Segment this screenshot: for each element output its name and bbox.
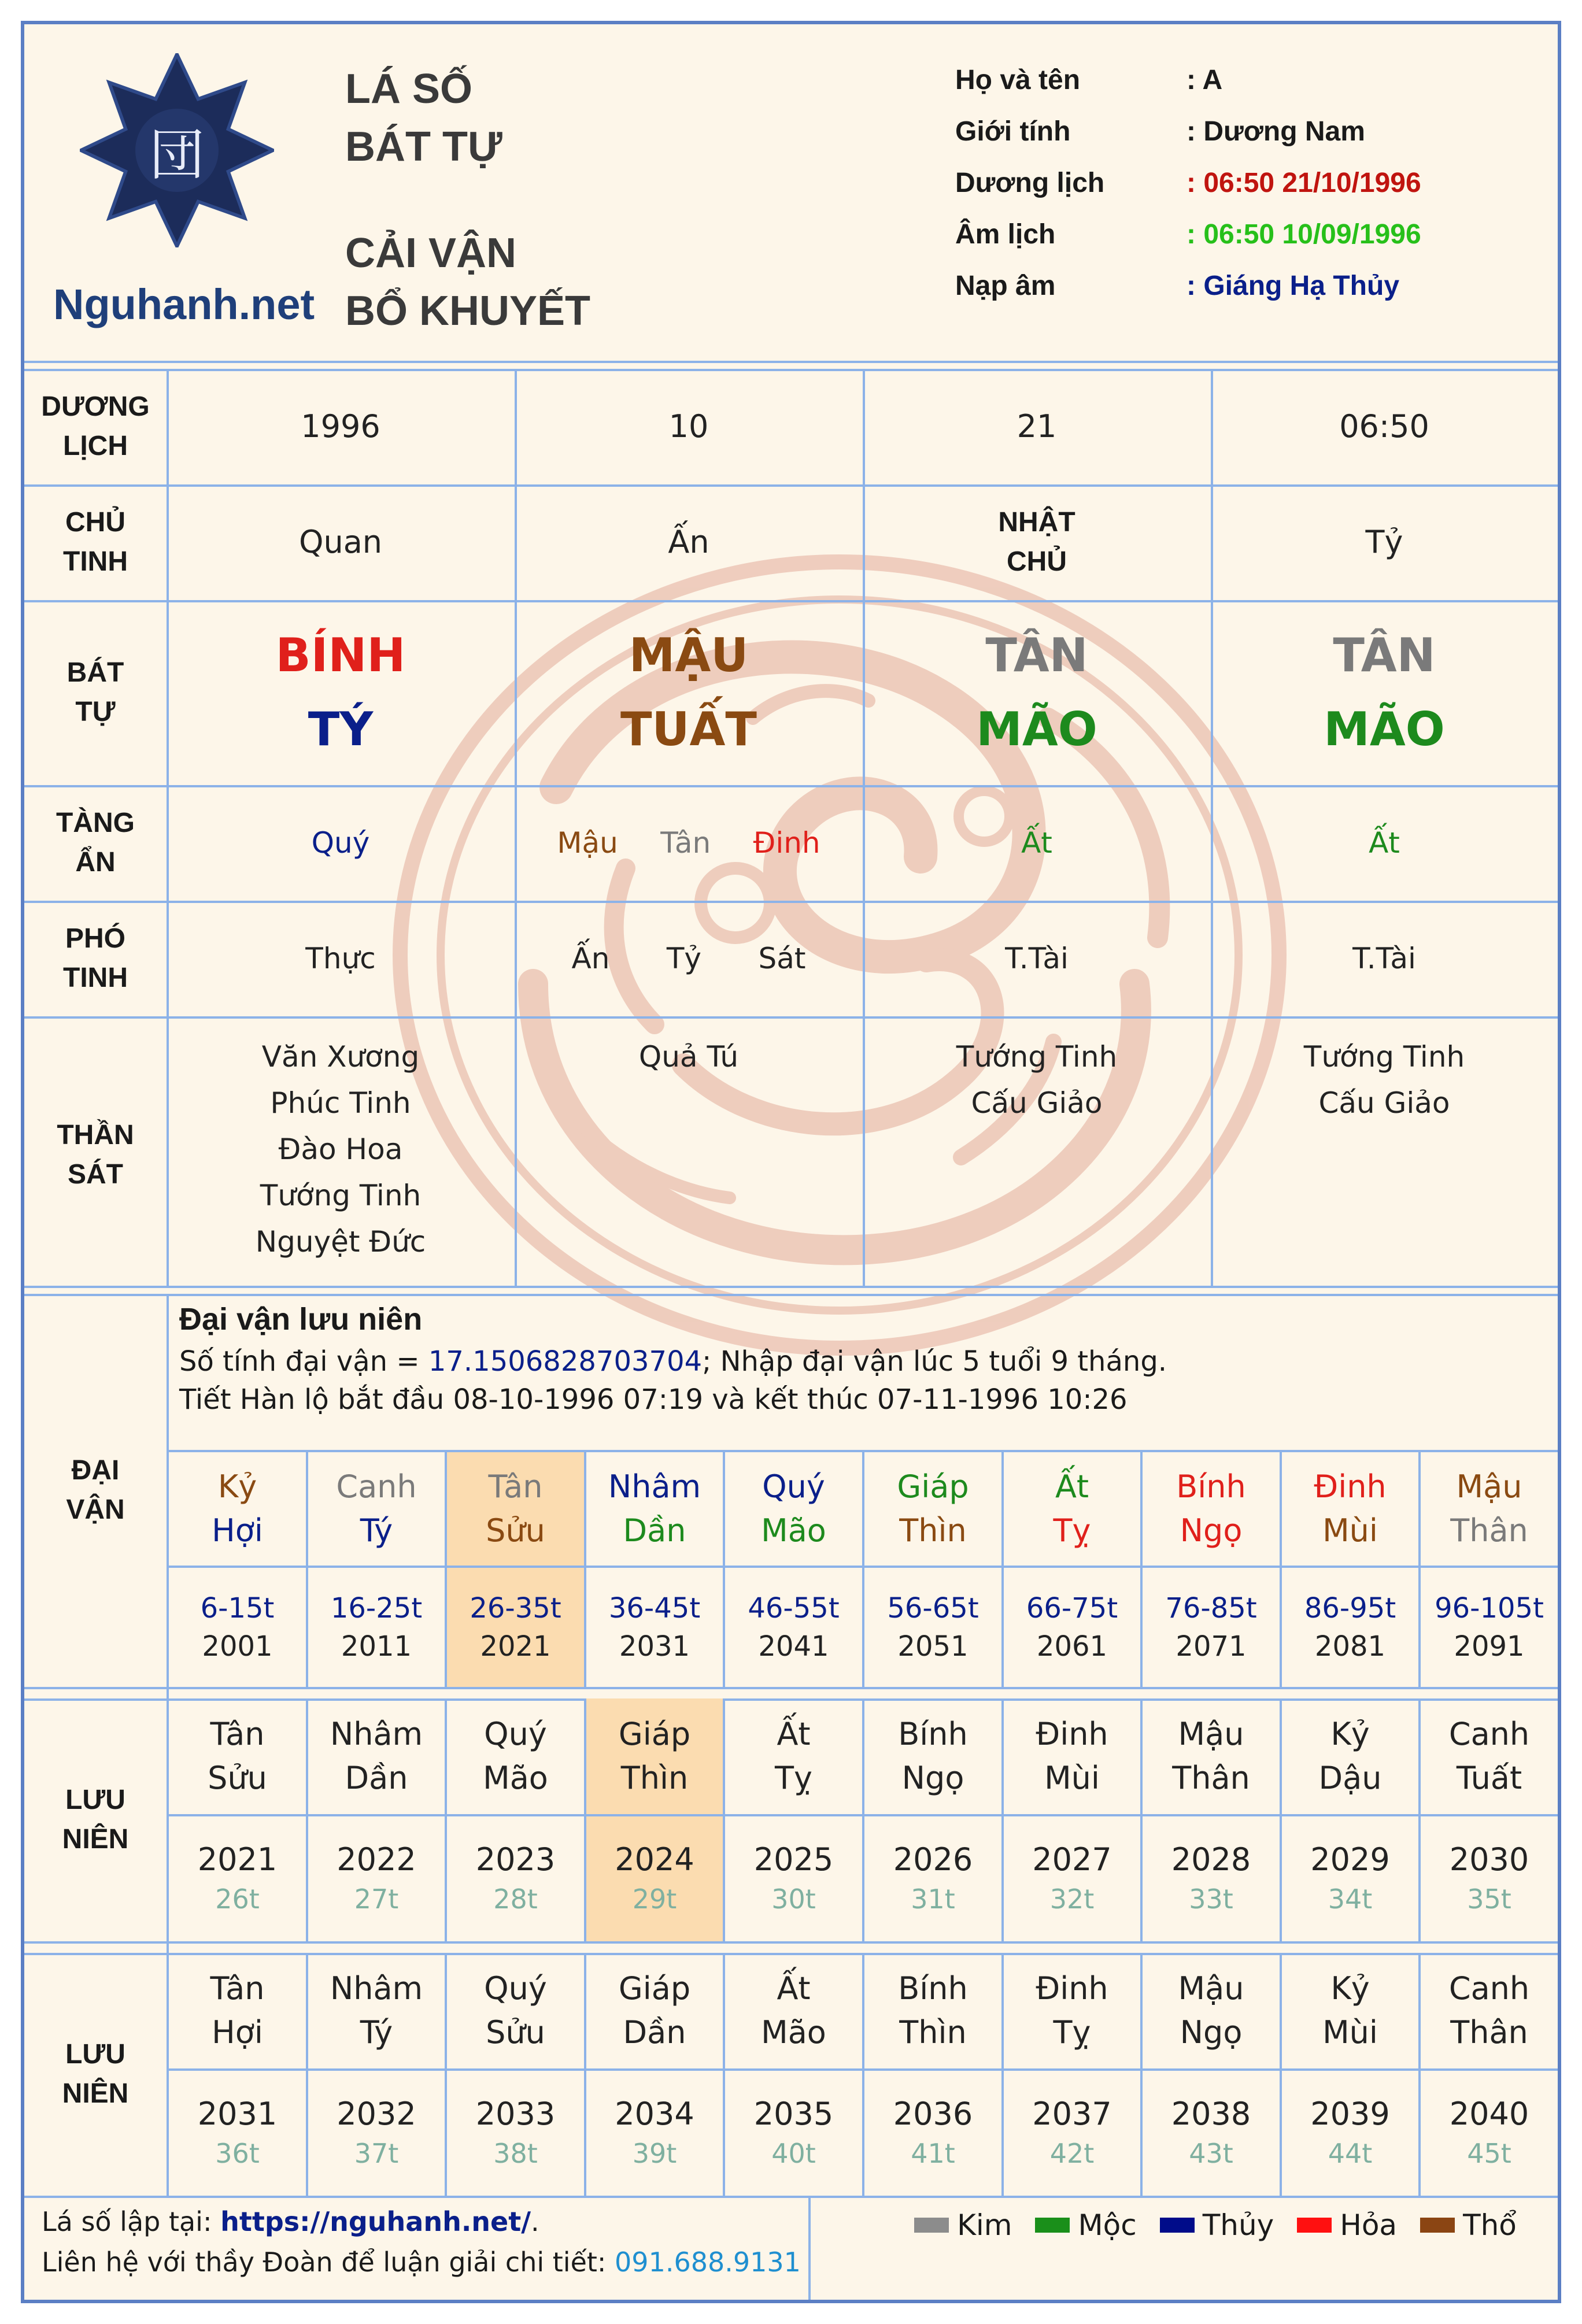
- luu-nien-age: 34t: [1328, 1883, 1373, 1915]
- luu-nien-age-cell: [725, 2071, 862, 2196]
- element-legend: [886, 2208, 1545, 2242]
- pho-tinh-value: Tỷ: [666, 942, 702, 975]
- luu-nien-year-cell[interactable]: [169, 1698, 306, 1814]
- luu-nien-age-cell: [1004, 2071, 1140, 2196]
- luu-nien-year: 2040: [1449, 2096, 1529, 2132]
- luu-nien-can: Kỷ: [1330, 1716, 1370, 1752]
- luu-nien-age: 27t: [354, 1883, 399, 1915]
- label-tang-an-line-2: ẨN: [75, 847, 116, 878]
- legend-label: Thủy: [1202, 2208, 1274, 2242]
- luu-nien-year: 2023: [475, 1841, 556, 1878]
- luu-nien-can: Quý: [484, 1716, 547, 1752]
- dai-van-ages: 56-65t: [887, 1592, 979, 1624]
- than-sat-value: Tướng Tinh: [260, 1179, 422, 1212]
- dai-van-year: 2081: [1314, 1630, 1386, 1663]
- info-label: Họ và tên: [955, 65, 1081, 95]
- luu-nien-can: Bính: [898, 1970, 968, 2007]
- than-sat-value: Tướng Tinh: [1303, 1040, 1465, 1074]
- legend-label: Kim: [957, 2208, 1012, 2242]
- luu-nien-year-cell[interactable]: [1143, 1953, 1280, 2068]
- luu-nien-age: 41t: [911, 2138, 955, 2169]
- bat-tu-chi: MÃO: [976, 702, 1097, 756]
- pho-tinh-value: T.Tài: [1005, 942, 1069, 975]
- dai-van-chi: Thìn: [899, 1512, 967, 1549]
- luu-nien-year: 2028: [1171, 1841, 1251, 1878]
- luu-nien-year: 2033: [475, 2096, 556, 2132]
- than-sat-value: Tướng Tinh: [956, 1040, 1118, 1074]
- legend-swatch: [1035, 2218, 1070, 2233]
- label-dai-van-line-2: VẬN: [66, 1494, 125, 1525]
- dai-van-year: 2001: [202, 1630, 273, 1663]
- footer-link-suffix: .: [531, 2206, 539, 2237]
- than-sat-value: Đào Hoa: [278, 1133, 403, 1166]
- bat-tu-can: TÂN: [1333, 628, 1436, 682]
- chart-sheet: [21, 21, 1561, 2303]
- tang-an-value: Quý: [311, 826, 370, 860]
- info-label: Dương lịch: [955, 168, 1105, 198]
- dai-van-chi: Thân: [1450, 1512, 1528, 1549]
- title-line-2: BÁT TỰ: [345, 124, 502, 170]
- dai-van-year: 2071: [1176, 1630, 1247, 1663]
- dai-van-line1-suffix: ; Nhập đại vận lúc 5 tuổi 9 tháng.: [702, 1345, 1167, 1378]
- label-luu-nien-2-line-1: LƯU: [65, 2039, 125, 2070]
- dai-van-number: 17.1506828703704: [428, 1345, 703, 1378]
- label-luu-nien-1-line-1: LƯU: [65, 1785, 125, 1815]
- dai-van-year: 2011: [341, 1630, 412, 1663]
- dai-van-heading: Đại vận lưu niên: [179, 1302, 423, 1337]
- footer-contact-line: [42, 2242, 816, 2282]
- label-luu-nien-1-line-2: NIÊN: [62, 1824, 129, 1855]
- luu-nien-age: 39t: [632, 2138, 677, 2169]
- pho-tinh-value: Ấn: [571, 942, 610, 975]
- luu-nien-chi: Mão: [761, 2014, 826, 2051]
- info-value: : A: [1186, 65, 1223, 95]
- legend-swatch: [1297, 2218, 1332, 2233]
- luu-nien-year-cell[interactable]: [169, 1953, 306, 2068]
- than-sat-value: Cấu Giảo: [1318, 1086, 1450, 1120]
- luu-nien-chi: Thìn: [620, 1760, 689, 1796]
- dai-van-ages: 46-55t: [748, 1592, 840, 1624]
- luu-nien-age-cell: [586, 2071, 723, 2196]
- dai-van-year: 2051: [897, 1630, 969, 1663]
- label-than-sat-line-1: THẦN: [57, 1120, 134, 1150]
- bat-tu-can: BÍNH: [275, 628, 406, 682]
- luu-nien-age-cell: [447, 2071, 584, 2196]
- info-value: : Dương Nam: [1186, 116, 1365, 147]
- luu-nien-age: 36t: [215, 2138, 260, 2169]
- luu-nien-year-cell[interactable]: [725, 1953, 862, 2068]
- logo-text[interactable]: Nguhanh.net: [53, 280, 315, 328]
- luu-nien-age: 43t: [1189, 2138, 1233, 2169]
- luu-nien-year: 2034: [615, 2096, 694, 2132]
- luu-nien-year-cell[interactable]: [1282, 1953, 1418, 2068]
- legend-label: Thổ: [1463, 2208, 1517, 2242]
- tang-an-value: Ất: [1021, 826, 1052, 860]
- luu-nien-year: 2027: [1032, 1841, 1112, 1878]
- luu-nien-age: 35t: [1467, 1883, 1511, 1915]
- bat-tu-chi: TUẤT: [620, 702, 757, 756]
- luu-nien-age: 31t: [911, 1883, 955, 1915]
- than-sat-value: Phúc Tinh: [270, 1086, 411, 1120]
- luu-nien-chi: Thìn: [899, 2014, 967, 2051]
- luu-nien-age-cell: [1421, 1816, 1558, 1941]
- tang-an-value: Mậu: [557, 826, 618, 860]
- pho-tinh-value: Sát: [758, 942, 806, 975]
- info-label: Âm lịch: [955, 219, 1056, 250]
- dai-van-chi: Mùi: [1322, 1512, 1378, 1549]
- bat-tu-chi: MÃO: [1324, 702, 1445, 756]
- luu-nien-chi: Dần: [345, 1760, 408, 1796]
- luu-nien-year-cell[interactable]: [1143, 1698, 1280, 1814]
- title-line-1: LÁ SỐ: [345, 66, 473, 112]
- luu-nien-can: Tân: [210, 1970, 265, 2007]
- label-duong-lich-line-2: LỊCH: [63, 431, 128, 461]
- luu-nien-chi: Mùi: [1322, 2014, 1378, 2051]
- chu-tinh-value: Quan: [298, 524, 383, 560]
- label-duong-lich-line-1: DƯƠNG: [41, 391, 150, 422]
- luu-nien-tables: [24, 24, 1558, 2300]
- label-tang-an-line-1: TÀNG: [56, 808, 135, 838]
- luu-nien-can: Quý: [484, 1970, 547, 2007]
- luu-nien-year: 2031: [197, 2096, 278, 2132]
- dai-van-ages: 26-35t: [470, 1592, 561, 1624]
- luu-nien-can: Canh: [1448, 1716, 1530, 1752]
- dai-van-year: 2041: [758, 1630, 829, 1663]
- tang-an-value: Đinh: [753, 826, 820, 860]
- luu-nien-age: 33t: [1189, 1883, 1233, 1915]
- luu-nien-year-cell[interactable]: [586, 1953, 723, 2068]
- label-than-sat-line-2: SÁT: [68, 1159, 123, 1190]
- dai-van-year: 2021: [480, 1630, 551, 1663]
- luu-nien-year-cell[interactable]: [864, 1953, 1001, 2068]
- luu-nien-can: Giáp: [618, 1970, 691, 2007]
- luu-nien-can: Mậu: [1178, 1970, 1244, 2007]
- luu-nien-can: Canh: [1448, 1970, 1530, 2007]
- legend-swatch: [914, 2218, 949, 2233]
- label-pho-tinh-line-1: PHÓ: [65, 923, 125, 954]
- luu-nien-can: Ất: [777, 1716, 811, 1752]
- dai-van-chi: Tỵ: [1053, 1512, 1091, 1549]
- luu-nien-can: Nhâm: [330, 1970, 423, 2007]
- luu-nien-age-cell: [864, 1816, 1001, 1941]
- footer-phone[interactable]: 091.688.9131: [615, 2247, 801, 2278]
- nhat-chu-label: NHẬT CHỦ: [998, 507, 1075, 577]
- luu-nien-year-cell[interactable]: [1004, 1698, 1140, 1814]
- luu-nien-can: Bính: [898, 1716, 968, 1752]
- info-value: : 06:50 10/09/1996: [1186, 219, 1421, 250]
- luu-nien-age-cell: [308, 1816, 445, 1941]
- label-pho-tinh-line-2: TINH: [63, 963, 128, 993]
- luu-nien-age: 30t: [771, 1883, 816, 1915]
- dai-van-can: Nhâm: [608, 1468, 701, 1505]
- dai-van-ages: 76-85t: [1165, 1592, 1257, 1624]
- luu-nien-year-cell[interactable]: [1004, 1953, 1140, 2068]
- luu-nien-age: 26t: [215, 1883, 260, 1915]
- dai-van-ages: 6-15t: [200, 1592, 275, 1624]
- dai-van-year: 2091: [1454, 1630, 1525, 1663]
- dai-van-can: Ất: [1055, 1468, 1089, 1505]
- luu-nien-year-cell[interactable]: [308, 1953, 445, 2068]
- title-line-4: BỔ KHUYẾT: [345, 288, 591, 334]
- luu-nien-year-cell[interactable]: [1282, 1698, 1418, 1814]
- dai-van-can: Kỷ: [217, 1468, 257, 1505]
- luu-nien-year: 2021: [197, 1841, 278, 1878]
- luu-nien-age: 32t: [1049, 1883, 1095, 1915]
- legend-swatch: [1160, 2218, 1195, 2233]
- footer-info: [42, 2201, 816, 2282]
- dai-van-ages: 66-75t: [1026, 1592, 1118, 1624]
- label-luu-nien-2-line-2: NIÊN: [62, 2078, 129, 2109]
- luu-nien-year-cell[interactable]: [725, 1698, 862, 1814]
- luu-nien-year: 2025: [753, 1841, 834, 1878]
- luu-nien-year-cell[interactable]: [864, 1698, 1001, 1814]
- dai-van-can: Mậu: [1456, 1468, 1522, 1505]
- label-chu-tinh-line-2: TINH: [63, 546, 128, 577]
- luu-nien-year-cell[interactable]: [447, 1953, 584, 2068]
- dai-van-chi: Tý: [360, 1512, 393, 1549]
- luu-nien-age-cell: [864, 2071, 1001, 2196]
- legend-item: [1035, 2208, 1136, 2242]
- luu-nien-year: 2024: [615, 1841, 694, 1878]
- luu-nien-age-cell: [1143, 1816, 1280, 1941]
- luu-nien-chi: Thân: [1450, 2014, 1528, 2051]
- luu-nien-age: 37t: [354, 2138, 399, 2169]
- pho-tinh-value: Thực: [305, 942, 376, 975]
- luu-nien-age: 42t: [1049, 2138, 1095, 2169]
- luu-nien-age-cell: [1004, 1816, 1140, 1941]
- luu-nien-age-cell: [1421, 2071, 1558, 2196]
- luu-nien-year: 2035: [753, 2096, 834, 2132]
- tang-an-value: Ất: [1369, 826, 1400, 860]
- legend-item: [1160, 2208, 1274, 2242]
- luu-nien-can: Ất: [777, 1970, 811, 2007]
- legend-item: [914, 2208, 1012, 2242]
- luu-nien-age: 38t: [493, 2138, 538, 2169]
- label-chu-tinh-line-1: CHỦ: [65, 507, 125, 538]
- pho-tinh-value: T.Tài: [1352, 942, 1416, 975]
- luu-nien-year: 2032: [337, 2096, 416, 2132]
- luu-nien-chi: Mão: [483, 1760, 548, 1796]
- dai-van-chi: Sửu: [486, 1512, 545, 1549]
- dai-van-can: Quý: [762, 1468, 825, 1505]
- logo-glyph: 団: [149, 122, 205, 187]
- dai-van-solar-term: Tiết Hàn lộ bắt đầu 08-10-1996 07:19 và kết thúc 07-11-1996 10:26: [179, 1383, 1128, 1416]
- legend-label: Hỏa: [1340, 2208, 1398, 2242]
- luu-nien-age-cell: [725, 1816, 862, 1941]
- luu-nien-chi: Ngọ: [901, 1760, 964, 1796]
- luu-nien-age-cell: [169, 1816, 306, 1941]
- than-sat-value: Nguyệt Đức: [255, 1225, 426, 1259]
- luu-nien-age: 45t: [1467, 2138, 1511, 2169]
- bat-tu-can: MẬU: [629, 628, 749, 682]
- luu-nien-year: 2030: [1449, 1841, 1529, 1878]
- luu-nien-can: Mậu: [1178, 1716, 1244, 1752]
- luu-nien-can: Đinh: [1036, 1716, 1108, 1752]
- than-sat-value: Cấu Giảo: [971, 1086, 1103, 1120]
- label-bat-tu-line-2: TỰ: [75, 697, 116, 727]
- dai-van-can: Đinh: [1314, 1468, 1387, 1505]
- luu-nien-year-cell[interactable]: [447, 1698, 584, 1814]
- info-value: : 06:50 21/10/1996: [1186, 168, 1421, 198]
- dai-van-year: 2061: [1036, 1630, 1108, 1663]
- luu-nien-chi: Ngọ: [1180, 2014, 1243, 2051]
- dai-van-line1-prefix: Số tính đại vận =: [179, 1345, 428, 1378]
- luu-nien-can: Tân: [210, 1716, 265, 1752]
- luu-nien-age-cell: [169, 2071, 306, 2196]
- luu-nien-age: 28t: [493, 1883, 538, 1915]
- luu-nien-chi: Mùi: [1044, 1760, 1100, 1796]
- luu-nien-chi: Sửu: [208, 1760, 267, 1796]
- luu-nien-age-cell: [586, 1816, 723, 1941]
- legend-item: [1297, 2208, 1397, 2242]
- footer-link-line: [42, 2201, 816, 2242]
- title-line-3: CẢI VẬN: [345, 230, 517, 276]
- chu-tinh-value: Tỷ: [1365, 524, 1403, 560]
- luu-nien-year-cell[interactable]: [1421, 1953, 1558, 2068]
- luu-nien-year: 2038: [1171, 2096, 1251, 2132]
- luu-nien-year: 2036: [893, 2096, 973, 2132]
- dai-van-chi: Hợi: [212, 1512, 263, 1549]
- legend-label: Mộc: [1078, 2208, 1137, 2242]
- duong-lich-value: 21: [1017, 408, 1057, 445]
- luu-nien-can: Nhâm: [330, 1716, 423, 1752]
- luu-nien-year: 2026: [893, 1841, 973, 1878]
- dai-van-can: Canh: [336, 1468, 417, 1505]
- luu-nien-year-cell[interactable]: [308, 1698, 445, 1814]
- luu-nien-chi: Hợi: [212, 2014, 263, 2051]
- than-sat-value: Văn Xương: [261, 1040, 420, 1074]
- luu-nien-chi: Thân: [1172, 1760, 1250, 1796]
- footer-link[interactable]: https://nguhanh.net/: [220, 2206, 531, 2237]
- dai-van-chi: Ngọ: [1180, 1512, 1243, 1549]
- luu-nien-age: 44t: [1328, 2138, 1373, 2169]
- legend-item: [1420, 2208, 1517, 2242]
- tang-an-value: Tân: [660, 826, 711, 860]
- luu-nien-year-cell[interactable]: [586, 1698, 723, 1814]
- footer-contact-prefix: Liên hệ với thầy Đoàn để luận giải chi tiết:: [42, 2247, 615, 2278]
- legend-swatch: [1420, 2218, 1455, 2233]
- luu-nien-age: 29t: [632, 1883, 677, 1915]
- dai-van-chi: Dần: [623, 1512, 686, 1549]
- luu-nien-age-cell: [1282, 1816, 1418, 1941]
- info-label: Giới tính: [955, 116, 1071, 147]
- luu-nien-chi: Sửu: [486, 2014, 545, 2051]
- dai-van-can: Tân: [488, 1468, 543, 1505]
- dai-van-ages: 86-95t: [1304, 1592, 1396, 1624]
- dai-van-chi: Mão: [761, 1512, 826, 1549]
- luu-nien-age: 40t: [771, 2138, 816, 2169]
- bat-tu-chi: TÝ: [308, 702, 374, 756]
- luu-nien-year: 2029: [1310, 1841, 1390, 1878]
- luu-nien-chi: Tý: [360, 2014, 393, 2051]
- info-label: Nạp âm: [955, 271, 1056, 301]
- luu-nien-chi: Dần: [623, 2014, 686, 2051]
- dai-van-ages: 16-25t: [330, 1592, 423, 1624]
- luu-nien-chi: Tỵ: [775, 1760, 812, 1796]
- luu-nien-age-cell: [308, 2071, 445, 2196]
- than-sat-value: Quả Tú: [638, 1040, 739, 1074]
- luu-nien-year: 2037: [1032, 2096, 1112, 2132]
- chu-tinh-value: Ấn: [668, 524, 709, 560]
- label-bat-tu-line-1: BÁT: [66, 657, 124, 688]
- luu-nien-can: Đinh: [1036, 1970, 1108, 2007]
- luu-nien-chi: Tuất: [1456, 1760, 1522, 1796]
- luu-nien-chi: Tỵ: [1053, 2014, 1091, 2051]
- dai-van-can: Giáp: [897, 1468, 969, 1505]
- luu-nien-year-cell[interactable]: [1421, 1698, 1558, 1814]
- luu-nien-year: 2039: [1310, 2096, 1390, 2132]
- info-value: : Giáng Hạ Thủy: [1186, 271, 1400, 301]
- luu-nien-year: 2022: [337, 1841, 416, 1878]
- luu-nien-age-cell: [447, 1816, 584, 1941]
- dai-van-ages: 96-105t: [1435, 1592, 1544, 1624]
- dai-van-year: 2031: [619, 1630, 690, 1663]
- luu-nien-chi: Dậu: [1318, 1760, 1382, 1796]
- luu-nien-can: Giáp: [618, 1716, 691, 1752]
- dai-van-ages: 36-45t: [608, 1592, 701, 1624]
- luu-nien-can: Kỷ: [1330, 1970, 1370, 2007]
- luu-nien-age-cell: [1143, 2071, 1280, 2196]
- dai-van-can: Bính: [1176, 1468, 1246, 1505]
- duong-lich-value: 10: [668, 408, 709, 445]
- duong-lich-value: 06:50: [1339, 408, 1429, 445]
- luu-nien-age-cell: [1282, 2071, 1418, 2196]
- label-dai-van-line-1: ĐẠI: [71, 1455, 120, 1486]
- duong-lich-value: 1996: [301, 408, 380, 445]
- bat-tu-can: TÂN: [985, 628, 1088, 682]
- footer-link-prefix: Lá số lập tại:: [42, 2206, 221, 2237]
